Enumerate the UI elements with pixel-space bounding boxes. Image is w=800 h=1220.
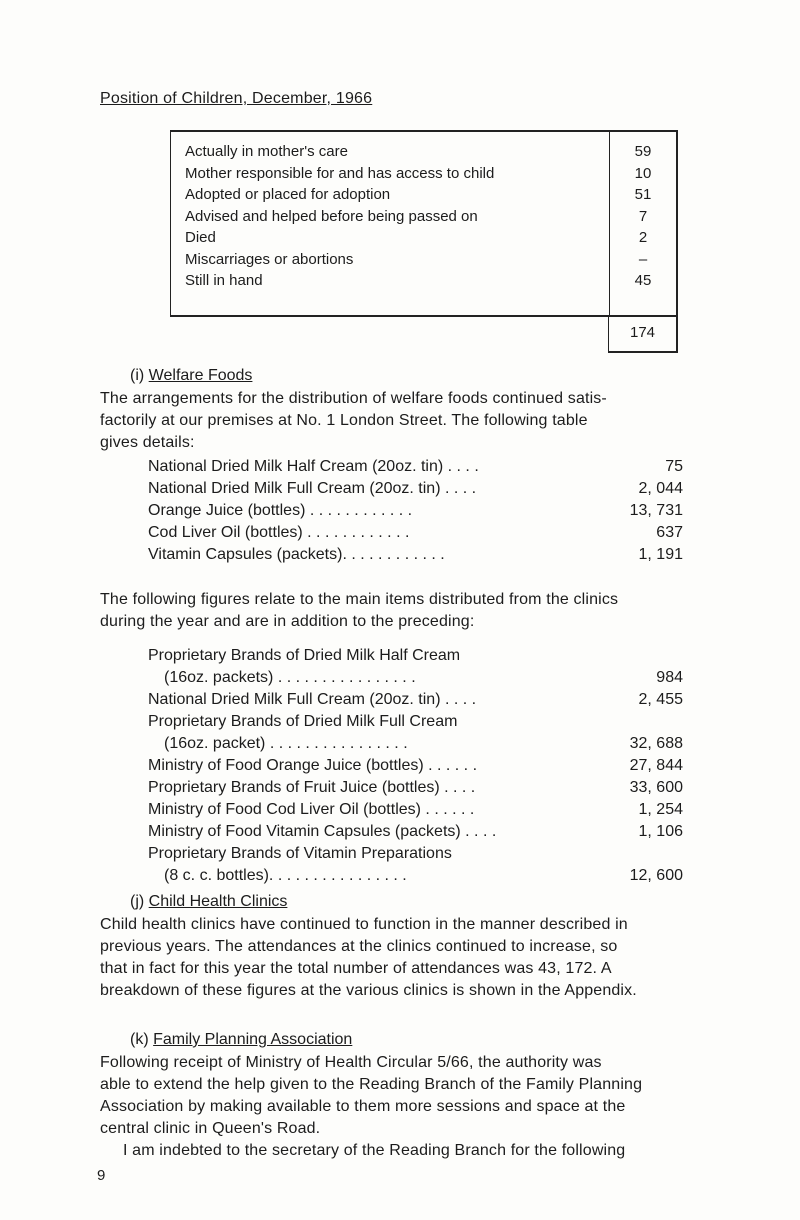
list-item: [148, 500, 683, 522]
item-label: (8 c. c. bottles). . . . . . . . . . . . . . . .: [164, 867, 407, 884]
page-number: 9: [97, 1167, 106, 1184]
row-label: Adopted or placed for adoption: [185, 186, 391, 203]
row-value: 10: [634, 164, 652, 182]
list-item: [148, 865, 683, 887]
item-label: Cod Liver Oil (bottles) . . . . . . . . . . . .: [148, 524, 410, 541]
item-value: 984: [656, 669, 683, 686]
section-marker: (j): [130, 893, 145, 910]
paragraph-line: The arrangements for the distribution of welfare foods continued satis-: [100, 390, 607, 407]
list-item: [148, 711, 683, 733]
table-row: [171, 143, 676, 165]
child-health-body: [100, 914, 770, 1002]
item-label: (16oz. packets) . . . . . . . . . . . . . . . .: [164, 669, 416, 686]
list-item: [148, 478, 683, 500]
section-title: Child Health Clinics: [148, 893, 288, 910]
paragraph-line: factorily at our premises at No. 1 London Street. The following table: [100, 412, 588, 429]
row-label: Actually in mother's care: [185, 143, 348, 160]
row-value: 45: [634, 272, 652, 289]
paragraph-line: during the year and are in addition to the preceding:: [100, 613, 475, 630]
item-label: Proprietary Brands of Dried Milk Full Cream: [148, 713, 458, 730]
item-value: 32, 688: [629, 735, 683, 752]
item-value: 1, 106: [638, 823, 683, 840]
row-label: Miscarriages or abortions: [185, 250, 354, 268]
list-item: [148, 821, 683, 843]
item-value: 13, 731: [629, 502, 683, 519]
section-heading-family-planning: [130, 1031, 352, 1049]
item-value: 1, 191: [638, 546, 683, 563]
item-label: Ministry of Food Vitamin Capsules (packets) . . . .: [148, 823, 497, 840]
row-label: Died: [185, 229, 216, 246]
list-item: [148, 755, 683, 777]
page-title: Position of Children, December, 1966: [100, 90, 373, 107]
item-value: 1, 254: [638, 801, 683, 818]
table-row: [171, 186, 676, 208]
table-total: 174: [608, 315, 678, 353]
paragraph-line: I am indebted to the secretary of the Reading Branch for the following: [100, 1142, 626, 1159]
paragraph-line: Following receipt of Ministry of Health Circular 5/66, the authority was: [100, 1054, 602, 1071]
row-value: 2: [638, 229, 648, 246]
list-item: [148, 799, 683, 821]
welfare-foods-list: [148, 456, 683, 566]
item-label: National Dried Milk Full Cream (20oz. tin) . . . .: [148, 480, 477, 497]
list-item: [148, 843, 683, 865]
list-item: [148, 777, 683, 799]
item-label: National Dried Milk Full Cream (20oz. tin) . . . .: [148, 691, 477, 708]
row-value: 7: [638, 207, 648, 225]
section-heading-welfare-foods: [130, 367, 252, 385]
item-label: Proprietary Brands of Fruit Juice (bottles) . . . .: [148, 779, 476, 796]
section-title: Welfare Foods: [148, 367, 253, 384]
table-row: [171, 208, 676, 230]
list-item: [148, 733, 683, 755]
section-marker: (k): [130, 1031, 149, 1048]
paragraph-line: Child health clinics have continued to function in the manner described in: [100, 916, 628, 933]
item-label: Ministry of Food Cod Liver Oil (bottles) . . . . . .: [148, 801, 475, 818]
table-row: [171, 272, 676, 294]
paragraph-line: Association by making available to them more sessions and space at the: [100, 1098, 626, 1115]
item-value: 2, 455: [638, 691, 683, 708]
item-value: 2, 044: [638, 480, 683, 497]
welfare-foods-intro: [100, 388, 770, 454]
row-value: 59: [634, 143, 652, 160]
item-label: National Dried Milk Half Cream (20oz. tin) . . . .: [148, 458, 479, 475]
item-value: 637: [656, 524, 683, 541]
clinics-intro: [100, 589, 770, 633]
row-value: –: [638, 250, 648, 268]
item-label: Vitamin Capsules (packets). . . . . . . . . . . .: [148, 546, 445, 563]
item-label: Ministry of Food Orange Juice (bottles) . . . . . .: [148, 757, 478, 774]
item-label: Proprietary Brands of Vitamin Preparations: [148, 845, 452, 862]
item-label: Proprietary Brands of Dried Milk Half Cream: [148, 647, 461, 664]
paragraph-line: previous years. The attendances at the clinics continued to increase, so: [100, 938, 618, 955]
item-label: (16oz. packet) . . . . . . . . . . . . . . . .: [164, 735, 408, 752]
family-planning-body: [100, 1052, 770, 1162]
paragraph-line: The following figures relate to the main items distributed from the clinics: [100, 591, 619, 608]
item-value: 12, 600: [629, 867, 683, 884]
list-item: [148, 645, 683, 667]
clinic-items-list: [148, 645, 683, 887]
item-value: 75: [665, 458, 683, 475]
table-row: [171, 251, 676, 273]
children-position-table: [170, 130, 678, 317]
row-label: Mother responsible for and has access to child: [185, 164, 495, 182]
list-item: [148, 456, 683, 478]
paragraph-line: gives details:: [100, 434, 195, 451]
list-item: [148, 667, 683, 689]
paragraph-line: breakdown of these figures at the various clinics is shown in the Appendix.: [100, 982, 637, 999]
section-marker: (i): [130, 367, 145, 384]
item-value: 33, 600: [629, 779, 683, 796]
item-label: Orange Juice (bottles) . . . . . . . . . . . .: [148, 502, 413, 519]
row-label: Still in hand: [185, 272, 263, 289]
table-row: [171, 165, 676, 187]
row-value: 51: [634, 186, 652, 203]
paragraph-line: that in fact for this year the total number of attendances was 43, 172. A: [100, 960, 612, 977]
list-item: [148, 689, 683, 711]
section-title: Family Planning Association: [153, 1031, 353, 1048]
row-label: Advised and helped before being passed on: [185, 207, 478, 225]
list-item: [148, 544, 683, 566]
table-row: [171, 229, 676, 251]
paragraph-line: able to extend the help given to the Reading Branch of the Family Planning: [100, 1076, 643, 1093]
section-heading-child-health: [130, 893, 287, 911]
paragraph-line: central clinic in Queen's Road.: [100, 1120, 321, 1137]
item-value: 27, 844: [629, 757, 683, 774]
list-item: [148, 522, 683, 544]
